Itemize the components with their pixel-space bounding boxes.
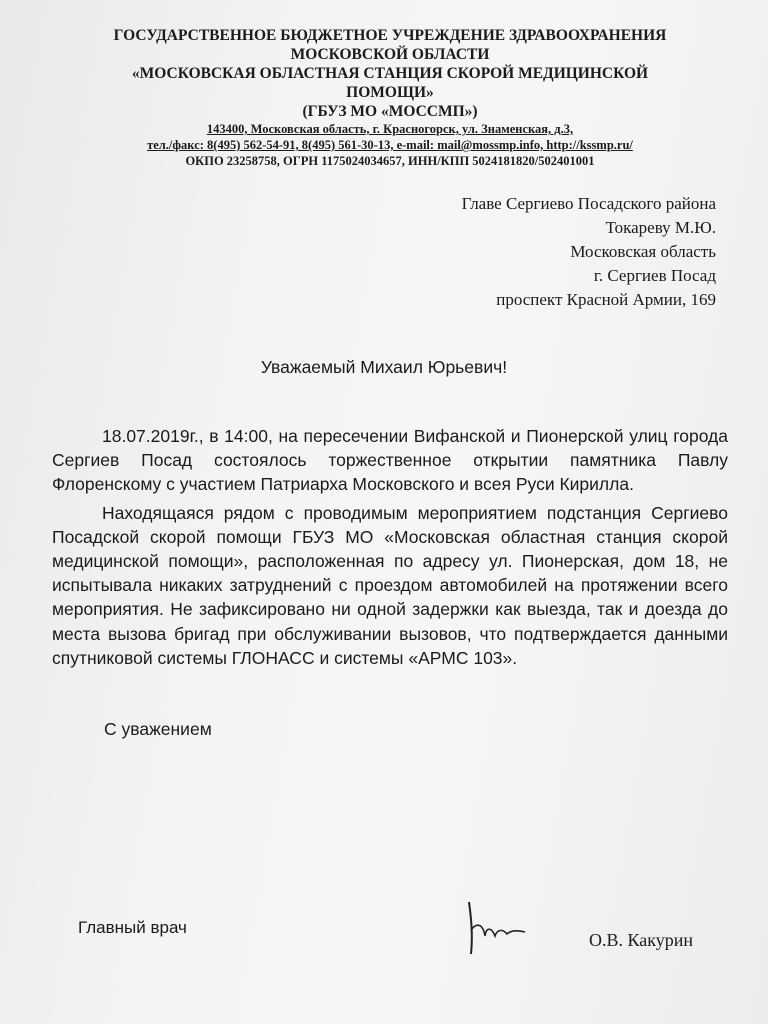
- recipient-block: [462, 192, 716, 312]
- recipient-line-1: Главе Сергиево Посадского района: [461, 194, 716, 213]
- recipient-line-5: проспект Красной Армии, 169: [496, 290, 716, 309]
- letterhead: [60, 26, 720, 169]
- handwritten-signature: [455, 892, 535, 962]
- letter-body: [52, 424, 728, 670]
- org-address: 143400, Московская область, г. Красногорск, ул. Знаменская, д.3,: [206, 122, 574, 136]
- org-codes: ОКПО 23258758, ОГРН 1175024034657, ИНН/КПП 5024181820/502401001: [185, 154, 595, 168]
- org-name-line-3: «МОСКОВСКАЯ ОБЛАСТНАЯ СТАНЦИЯ СКОРОЙ МЕДИЦИНСКОЙ: [131, 65, 649, 82]
- org-name-line-4: ПОМОЩИ»: [346, 84, 434, 101]
- org-contacts: тел./факс: 8(495) 562-54-91, 8(495) 561-30-13, e-mail: mail@mossmp.info, http://kssmp.ru/: [147, 138, 633, 152]
- org-name-line-1: ГОСУДАРСТВЕННОЕ БЮДЖЕТНОЕ УЧРЕЖДЕНИЕ ЗДРАВООХРАНЕНИЯ: [113, 27, 667, 44]
- recipient-line-4: г. Сергиев Посад: [593, 266, 716, 285]
- closing-phrase: С уважением: [104, 719, 212, 739]
- org-short-name: (ГБУЗ МО «МОССМП»): [302, 103, 478, 120]
- recipient-line-2: Токареву М.Ю.: [605, 218, 716, 237]
- recipient-line-3: Московская область: [570, 242, 716, 261]
- body-paragraph-1: 18.07.2019г., в 14:00, на пересечении Вифанской и Пионерской улиц города Сергиев Посад состоялось торжественное открытии памятника Павлу Флоренскому с участием Патриарха Московского и всея Руси Кирилла.: [52, 426, 728, 495]
- greeting: Уважаемый Михаил Юрьевич!: [260, 357, 508, 377]
- signatory-name: О.В. Какурин: [589, 930, 694, 950]
- body-paragraph-2: Находящаяся рядом с проводимым мероприятием подстанция Сергиево Посадской скорой помощи ГБУЗ МО «Московская областная станция скорой медицинской помощи», расположенная по адресу ул. Пионерская, дом 18, не испытывала никаких затруднений с проездом автомобилей на протяжении всего мероприятия. Не зафиксировано ни одной задержки как выезда, так и доезда до места вызова бригад при обслуживании вызовов, что подтверждается данными спутниковой системы ГЛОНАСС и системы «АРМС 103».: [52, 502, 728, 668]
- signatory-title: Главный врач: [78, 918, 187, 937]
- org-name-line-2: МОСКОВСКОЙ ОБЛАСТИ: [290, 46, 490, 63]
